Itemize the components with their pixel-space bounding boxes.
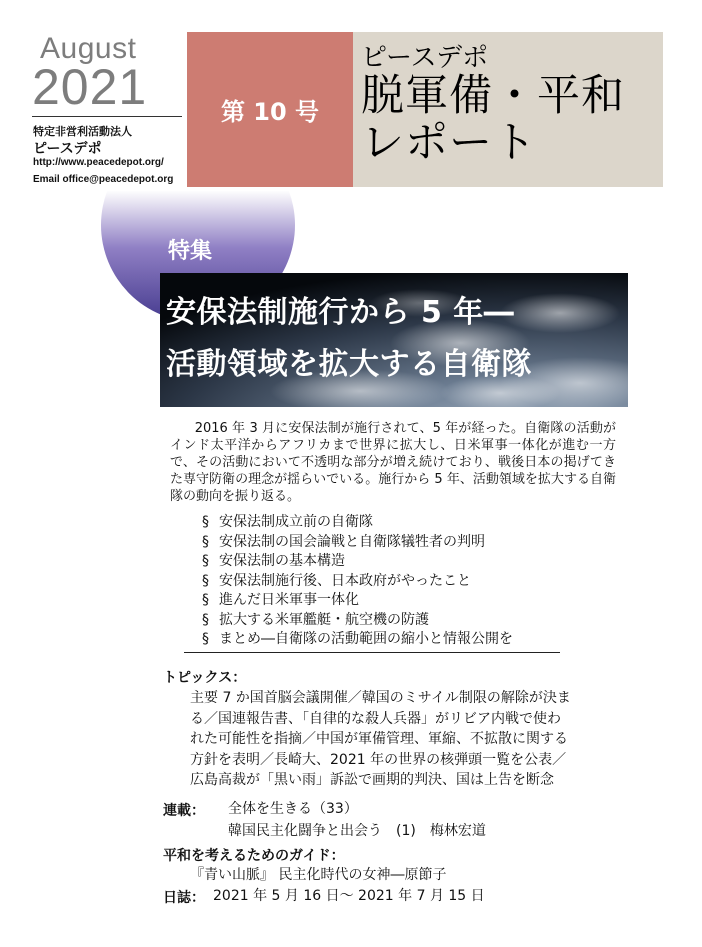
topics-line: 主要 7 か国首脳会議開催／韓国のミサイル制限の解除が決ま — [190, 690, 571, 706]
feature-label: 特集 — [168, 239, 213, 264]
section-mark: § — [202, 572, 209, 589]
publication-title-box — [353, 32, 663, 187]
contents-item — [202, 611, 513, 631]
contents-item-label: 安保法制の国会論戦と自衛隊犠牲者の判明 — [219, 533, 485, 550]
contents-item — [202, 572, 513, 592]
diary-text: 2021 年 5 月 16 日～ 2021 年 7 月 15 日 — [213, 888, 485, 904]
serial-subtitle: 韓国民主化闘争と出会う (1) 梅林宏道 — [228, 823, 486, 839]
publication-title-small: ピースデポ — [361, 43, 489, 73]
contents-item — [202, 591, 513, 611]
feature-title-line2: 活動領域を拡大する自衛隊 — [166, 347, 532, 382]
issue-number-box — [187, 32, 353, 187]
topics-line: る／国連報告書、「自律的な殺人兵器」がリビア内戦で使わ — [190, 710, 561, 727]
contents-list — [202, 513, 513, 650]
topics-line: 方針を表明／長崎大、2021 年の世界の核弾頭一覧を公表／ — [190, 751, 567, 768]
guide-text: 『青い山脈』 民主化時代の女神―原節子 — [190, 867, 447, 883]
issue-number: 第 10 号 — [220, 98, 320, 126]
hero-earth-image — [160, 273, 628, 407]
contents-item — [202, 513, 513, 533]
contents-item-label: まとめ―自衛隊の活動範囲の縮小と情報公開を — [219, 631, 513, 647]
contents-item-label: 安保法制成立前の自衛隊 — [219, 514, 373, 530]
diary-heading: 日誌： — [163, 890, 205, 906]
contents-item — [202, 533, 513, 553]
contents-item — [202, 630, 513, 650]
section-mark: § — [202, 631, 209, 647]
feature-title-line1: 安保法制施行から 5 年― — [166, 295, 515, 330]
issue-month: August — [40, 32, 137, 65]
contents-item-label: 進んだ日米軍事一体化 — [219, 592, 359, 608]
guide-heading: 平和を考えるためのガイド： — [163, 848, 345, 864]
organization-email[interactable]: Email office@peacedepot.org — [33, 174, 174, 185]
topics-heading: トピックス： — [163, 670, 247, 686]
organization-name: ピースデポ — [33, 141, 102, 157]
serial-title: 全体を生きる（33） — [228, 801, 358, 817]
issue-year: 2021 — [32, 59, 148, 115]
contents-item-label: 安保法制施行後、日本政府がやったこと — [219, 572, 471, 589]
contents-item — [202, 552, 513, 572]
organization-type: 特定非営利活動法人 — [33, 125, 132, 138]
contents-item-label: 拡大する米軍艦艇・航空機の防護 — [219, 611, 429, 628]
organization-url[interactable]: http://www.peacedepot.org/ — [33, 157, 164, 168]
topics-body — [190, 688, 610, 791]
header-divider — [32, 116, 182, 117]
section-mark: § — [202, 514, 209, 530]
contents-divider — [184, 652, 560, 653]
publication-title-line1: 脱軍備・平和 — [361, 70, 625, 121]
section-mark: § — [202, 611, 209, 628]
lead-paragraph: 2016 年 3 月に安保法制が施行されて、5 年が経った。自衛隊の活動がインド太平洋からアフリカまで世界に拡大し、日米軍事一体化が進む一方で、その活動において不透明な部分が増え続けており、戦後日本の掲げてきた専守防衛の理念が揺らいでいる。施行から 5 年、活動領域を拡大する自衛隊の動向を振り返る。 — [170, 421, 616, 504]
section-mark: § — [202, 533, 209, 550]
section-mark: § — [202, 553, 209, 569]
serial-heading: 連載： — [163, 803, 205, 819]
section-mark: § — [202, 592, 209, 608]
topics-line: 広島高裁が「黒い雨」訴訟で画期的判決、国は上告を断念 — [190, 772, 554, 788]
topics-line: れた可能性を指摘／中国が軍備管理、軍縮、不拡散に関する — [190, 731, 568, 747]
contents-item-label: 安保法制の基本構造 — [219, 553, 345, 569]
publication-title-line2: レポート — [361, 117, 537, 168]
